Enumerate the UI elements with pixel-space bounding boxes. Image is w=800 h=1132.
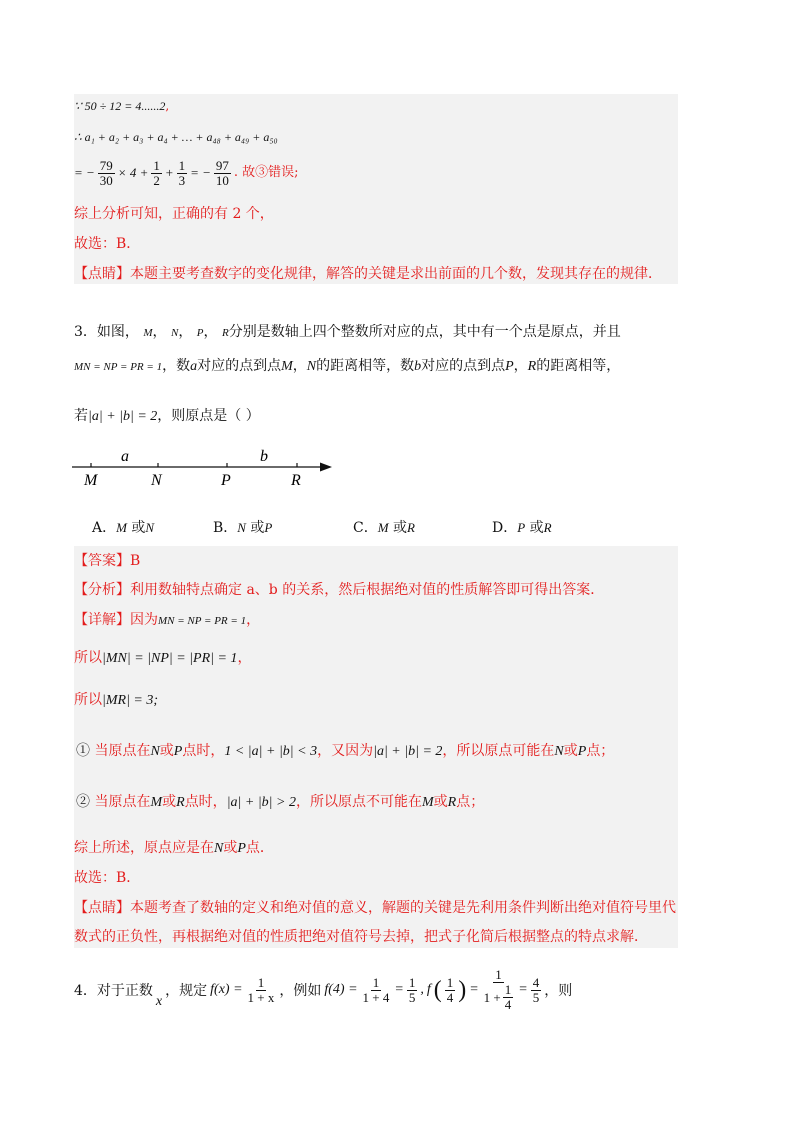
text: 或	[162, 794, 177, 810]
text: ，所以原点不可能在	[295, 794, 422, 810]
denominator: 1 + x	[247, 989, 275, 1005]
text: 或	[223, 840, 238, 856]
question-number: 3．如图，	[74, 324, 139, 340]
solution-3-analysis	[74, 580, 604, 600]
label-P: P	[221, 472, 231, 489]
var-N: N	[306, 359, 317, 374]
var-P: P	[196, 327, 204, 339]
denominator: 4	[504, 997, 512, 1012]
option-var: R	[543, 520, 552, 535]
solution-3-case-2	[76, 792, 484, 813]
equal-lengths-expression: MN = NP = PR = 1	[74, 361, 163, 373]
inequality-expression: |a| + |b| > 2	[226, 795, 296, 810]
solution-3-comment-1	[74, 898, 676, 918]
solution-2-line-2	[74, 127, 278, 147]
fraction-quarter	[445, 976, 456, 1005]
option-d[interactable]	[492, 518, 552, 538]
var-M: M	[421, 795, 434, 810]
text: ，又因为	[317, 743, 374, 759]
label-a: a	[121, 448, 129, 465]
number-line-diagram	[70, 444, 340, 490]
nested-denominator	[482, 983, 516, 1012]
var-N: N	[554, 744, 564, 759]
fraction-inner	[503, 983, 514, 1012]
denominator: 5	[408, 989, 416, 1005]
denominator: 30	[99, 172, 113, 188]
solution-2-line-1	[74, 96, 169, 116]
text: 点；	[456, 794, 485, 810]
text: ，数	[162, 358, 191, 374]
fraction-97-10	[214, 159, 231, 188]
q3-line-1	[74, 322, 621, 343]
text: 因为	[130, 612, 158, 628]
abs-MR-expression: |MR| = 3;	[102, 693, 159, 708]
case-marker: ①	[76, 743, 90, 759]
option-key: C．	[353, 520, 378, 536]
option-var: P	[264, 520, 273, 535]
var-N: N	[214, 841, 224, 856]
analysis-text: 利用数轴特点确定 a、b 的关系，然后根据绝对值的性质解答即可得出答案．	[130, 582, 605, 598]
operator: =	[518, 982, 528, 997]
question-number: 4．对于正数	[74, 983, 153, 999]
punct: ,	[165, 99, 170, 113]
division-expression: ∵ 50 ÷ 12 = 4......2	[74, 99, 166, 113]
operator: × 4 +	[117, 165, 149, 180]
option-var: P	[517, 520, 526, 535]
comment-tag: 【点睛】	[74, 266, 130, 282]
numerator: 1	[178, 157, 186, 173]
punct: ，	[246, 612, 261, 628]
option-b[interactable]	[213, 518, 272, 538]
option-or: 或	[529, 520, 544, 536]
label-N: N	[151, 472, 162, 489]
arrow-head-icon	[320, 463, 332, 472]
comment-tag: 【点睛】	[74, 900, 130, 916]
option-a[interactable]	[92, 518, 154, 538]
punct: ，	[237, 650, 252, 666]
fraction-4-5	[531, 976, 542, 1005]
option-var: N	[145, 520, 155, 535]
text: ，所以原点可能在	[442, 743, 555, 759]
numerator: 79	[99, 157, 113, 173]
q3-line-3	[74, 406, 260, 427]
var-P: P	[173, 744, 183, 759]
example-f4: f(4) =	[324, 982, 358, 997]
option-or: 或	[393, 520, 408, 536]
case-marker: ②	[76, 794, 90, 810]
text: 点．	[245, 840, 274, 856]
text: 或	[563, 743, 578, 759]
solution-3-answer	[74, 551, 140, 571]
eq-prefix: = −	[74, 165, 95, 180]
text: 1 +	[483, 989, 501, 1005]
numerator: 1	[372, 974, 380, 990]
example-f-quarter: f	[426, 982, 431, 997]
abs-lengths-expression: |MN| = |NP| = |PR| = 1	[102, 651, 238, 666]
numerator: 1	[153, 157, 160, 173]
solution-2-comment	[74, 264, 662, 284]
label-R: R	[291, 472, 301, 489]
solution-3-case-1	[76, 741, 614, 762]
option-var: N	[237, 520, 246, 535]
punct: ，	[178, 324, 193, 340]
var-R: R	[221, 327, 229, 339]
text: 所以	[74, 692, 102, 708]
text: 点；	[586, 743, 615, 759]
punct: ，	[203, 324, 218, 340]
var-N: N	[150, 744, 160, 759]
conclusion-text: . 故③错误;	[233, 165, 299, 180]
var-a: a	[190, 359, 198, 374]
sum-expression: ∴ a₁ + a₂ + a₃ + a₄ + … + a₄₈ + a₄₉ + a₅₀	[74, 130, 278, 144]
option-var: M	[116, 520, 127, 535]
solution-2-choice: 故选：B．	[74, 236, 141, 252]
option-key: D．	[492, 520, 518, 536]
comment-text: 本题考查了数轴的定义和绝对值的意义，解题的关键是先利用条件判断出绝对值符号里代	[130, 900, 676, 916]
solution-3-summary	[74, 838, 274, 859]
analysis-tag: 【分析】	[74, 582, 130, 598]
denominator: 3	[178, 172, 186, 188]
punct: ，	[513, 358, 528, 374]
fraction-79-30	[98, 159, 115, 188]
text: 若	[74, 408, 88, 424]
punct: ，	[152, 324, 167, 340]
denominator: 10	[215, 172, 229, 188]
var-M: M	[150, 795, 163, 810]
option-var: M	[377, 520, 389, 535]
text: ，规定	[165, 983, 208, 999]
numerator: 97	[215, 157, 229, 173]
text: ，例如	[279, 983, 322, 999]
operator: =	[469, 982, 479, 997]
text: 的距离相等，数	[316, 358, 415, 374]
solution-2-line-3	[74, 156, 299, 190]
text: 当原点在	[94, 794, 151, 810]
text: 对应的点到点	[197, 358, 282, 374]
var-P: P	[577, 744, 587, 759]
option-or: 或	[131, 520, 146, 536]
text: 的距离相等，	[536, 358, 621, 374]
operator: = −	[190, 165, 211, 180]
left-paren: (	[433, 976, 442, 1003]
label-b: b	[260, 448, 268, 465]
option-var: R	[407, 520, 415, 535]
text: 或	[433, 794, 448, 810]
var-R: R	[527, 359, 537, 374]
numerator: 1	[504, 982, 512, 997]
fraction-nested	[482, 968, 516, 1012]
denominator: 1 + 4	[362, 989, 390, 1005]
text: 当原点在	[94, 743, 151, 759]
numerator: 1	[408, 974, 416, 990]
option-key: A．	[92, 520, 117, 536]
var-R: R	[447, 795, 457, 810]
text: 或	[159, 743, 174, 759]
fraction-1-3	[177, 159, 188, 188]
text: 点时，	[182, 743, 225, 759]
text: ，则原点是（ ）	[157, 408, 260, 424]
var-M: M	[143, 327, 153, 339]
question-text: 分别是数轴上四个整数所对应的点，其中有一个点是原点，并且	[228, 324, 621, 340]
detail-tag: 【详解】	[74, 612, 130, 628]
numerator: 1	[495, 967, 502, 982]
answer-tag: 【答案】	[74, 553, 130, 569]
denominator: 2	[153, 172, 160, 188]
text: ，则	[544, 983, 573, 999]
abs-sum-condition: |a| + |b| = 2	[88, 409, 158, 424]
q4-line	[74, 962, 572, 1018]
solution-2-summary: 综上分析可知，正确的有 2 个，	[74, 206, 274, 222]
text: 点时，	[184, 794, 227, 810]
var-x: x	[155, 994, 163, 1009]
function-def: f(x) =	[210, 982, 243, 997]
text: 所以	[74, 650, 102, 666]
inequality-expression: 1 < |a| + |b| < 3	[224, 744, 318, 759]
label-M: M	[84, 472, 98, 489]
numerator: 4	[532, 974, 540, 990]
var-P: P	[505, 359, 514, 374]
option-key: B．	[213, 520, 238, 536]
right-paren: )	[458, 976, 467, 1003]
var-b: b	[414, 359, 422, 374]
option-c[interactable]	[353, 518, 415, 538]
solution-3-choice: 故选：B．	[74, 870, 141, 886]
solution-3-comment-2: 数式的正负性，再根据绝对值的性质把绝对值符号去掉，把式子化简后根据整点的特点求解．	[74, 929, 648, 945]
var-N: N	[171, 327, 179, 339]
option-or: 或	[250, 520, 265, 536]
punct: ，	[292, 358, 307, 374]
operator: +	[164, 165, 174, 180]
fraction-f4-result	[407, 976, 418, 1005]
numerator: 1	[257, 974, 265, 990]
q3-line-2	[74, 356, 620, 377]
operator: =	[394, 982, 404, 997]
solution-3-so-1	[74, 648, 251, 669]
text: 综上所述，原点应是在	[74, 840, 214, 856]
punct: ,	[420, 982, 424, 997]
fraction-f4	[361, 976, 392, 1005]
comment-text: 本题主要考查数字的变化规律，解答的关键是求出前面的几个数，发现其存在的规律．	[130, 266, 662, 282]
fraction-fx	[246, 976, 277, 1005]
abs-sum-condition: |a| + |b| = 2	[373, 744, 443, 759]
fraction-1-2	[151, 159, 162, 188]
text: 对应的点到点	[421, 358, 506, 374]
var-M: M	[281, 359, 293, 374]
numerator: 1	[446, 974, 454, 990]
denominator: 4	[446, 989, 454, 1005]
var-P: P	[237, 841, 246, 856]
solution-3-detail	[74, 610, 260, 631]
answer-value: B	[130, 553, 141, 569]
solution-3-so-2	[74, 690, 158, 711]
var-R: R	[176, 795, 185, 810]
denominator: 5	[532, 989, 540, 1005]
equal-lengths-expression: MN = NP = PR = 1	[158, 615, 247, 627]
